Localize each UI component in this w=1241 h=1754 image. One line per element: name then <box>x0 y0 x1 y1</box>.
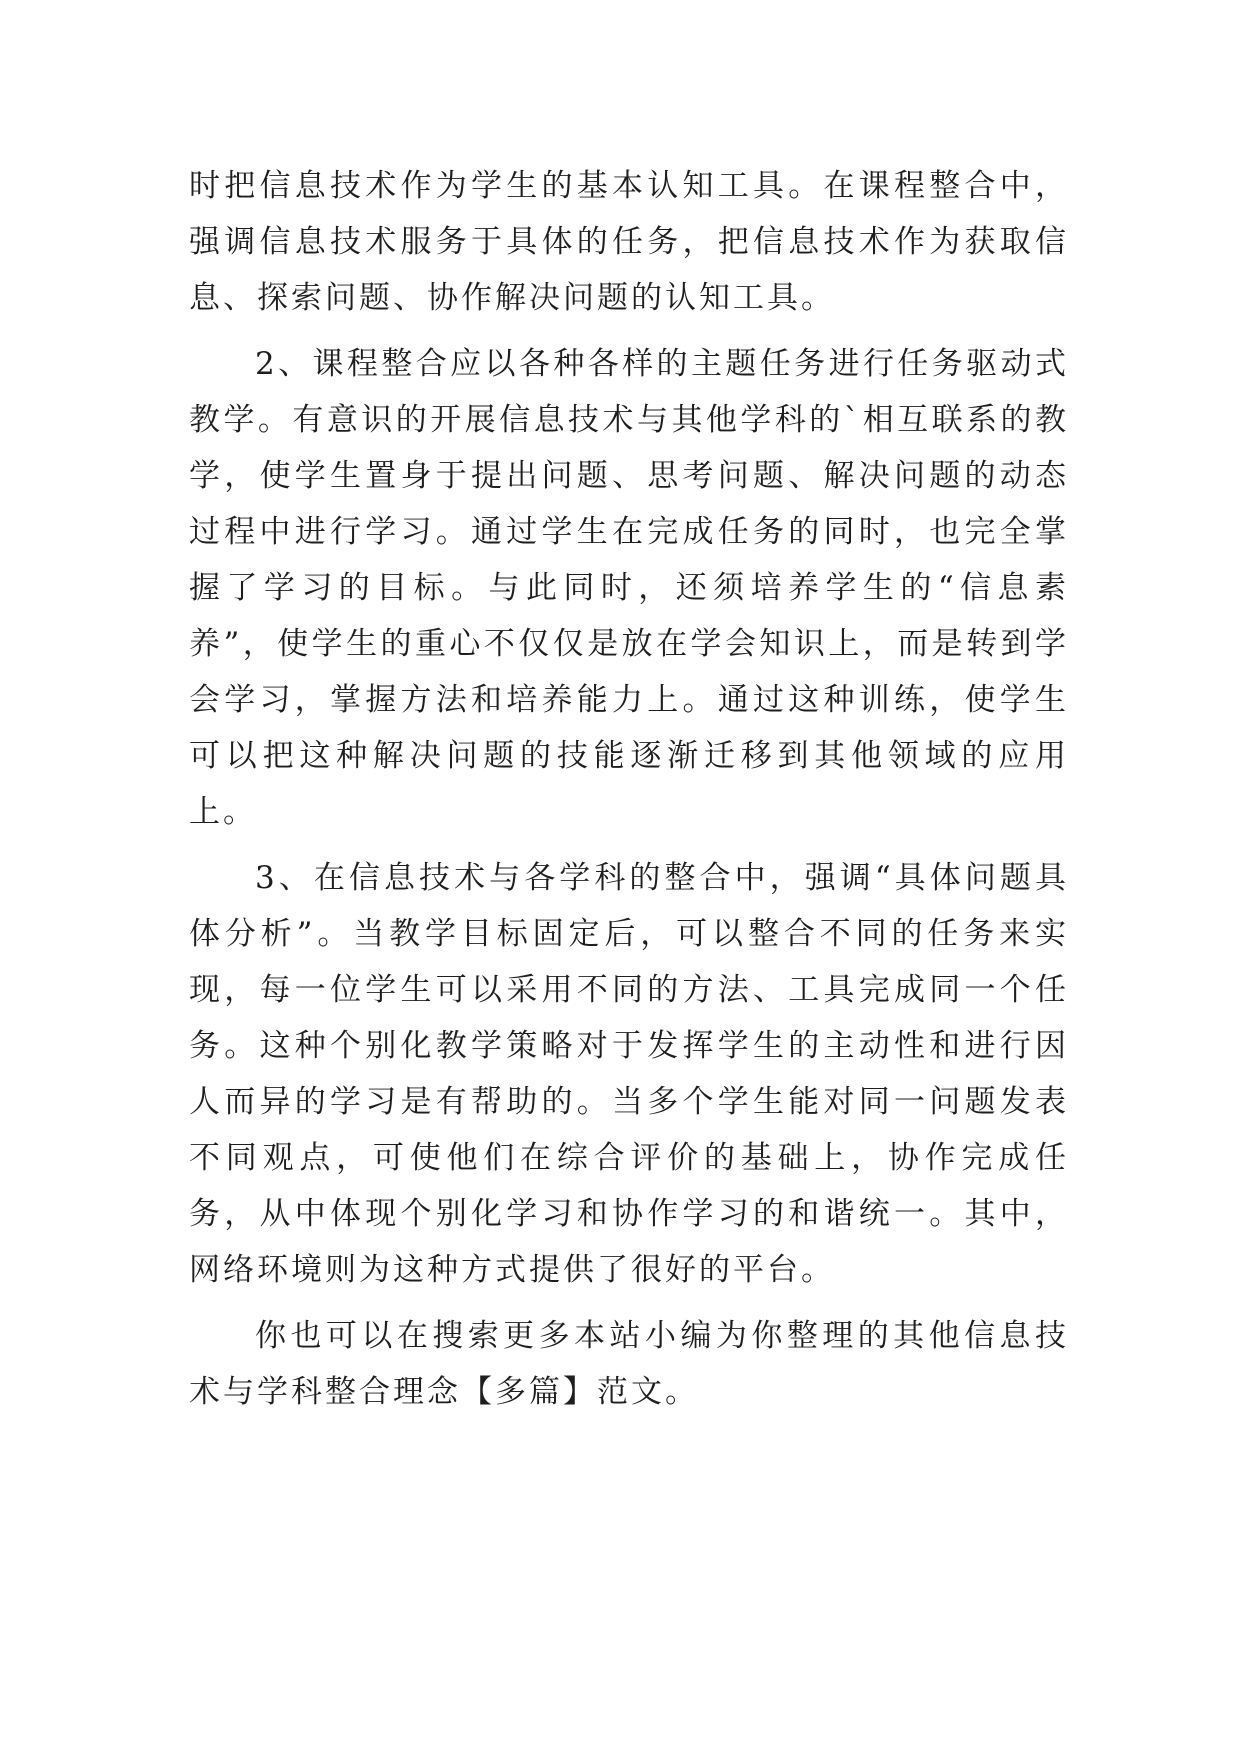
paragraph-continuation: 时把信息技术作为学生的基本认知工具。在课程整合中，强调信息技术服务于具体的任务，把信息技术作为获取信息、探索问题、协作解决问题的认知工具。 <box>189 168 1069 316</box>
document-body <box>189 158 1069 1420</box>
paragraph-closing-note: 你也可以在搜索更多本站小编为你整理的其他信息技术与学科整合理念【多篇】范文。 <box>189 1318 1069 1410</box>
paragraph-item-2: 2、课程整合应以各种各样的主题任务进行任务驱动式教学。有意识的开展信息技术与其他学科的`相互联系的教学，使学生置身于提出问题、思考问题、解决问题的动态过程中进行学习。通过学生在完成任务的同时，也完全掌握了学习的目标。与此同时，还须培养学生的“信息素养”，使学生的重心不仅仅是放在学会知识上，而是转到学会学习，掌握方法和培养能力上。通过这种训练，使学生可以把这种解决问题的技能逐渐迁移到其他领域的应用上。 <box>189 346 1069 830</box>
paragraph-item-3: 3、在信息技术与各学科的整合中，强调“具体问题具体分析”。当教学目标固定后，可以整合不同的任务来实现，每一位学生可以采用不同的方法、工具完成同一个任务。这种个别化教学策略对于发挥学生的主动性和进行因人而异的学习是有帮助的。当多个学生能对同一问题发表不同观点，可使他们在综合评价的基础上，协作完成任务，从中体现个别化学习和协作学习的和谐统一。其中，网络环境则为这种方式提供了很好的平台。 <box>189 860 1069 1288</box>
